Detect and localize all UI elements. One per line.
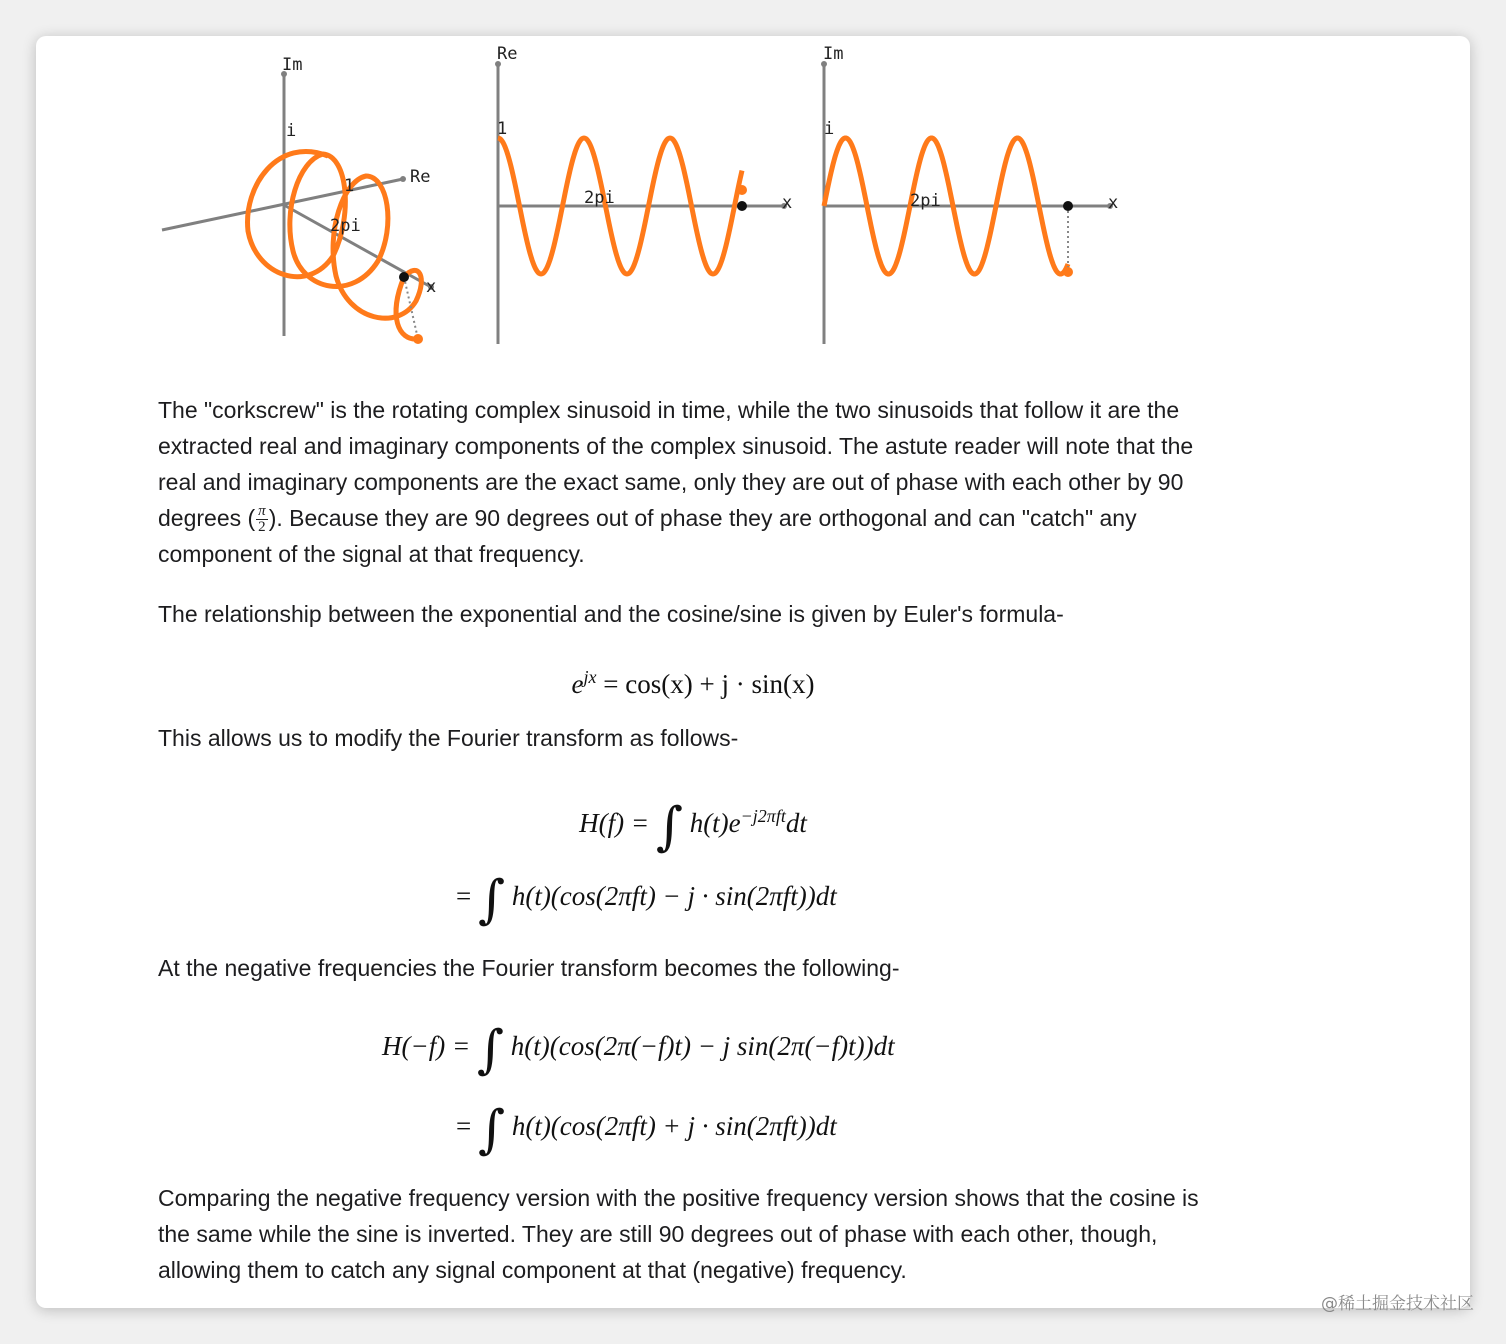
eq-equals: =: [456, 881, 472, 911]
sinusoid-figure: [148, 36, 1148, 366]
re-axis-label: Re: [410, 167, 431, 187]
im-axis-label: Im: [823, 44, 844, 64]
paragraph-corkscrew: [158, 392, 1228, 570]
paragraph-text: ). Because they are 90 degrees out of phase they are orthogonal and can "catch" any component of the signal at that frequency.: [158, 505, 1137, 567]
real-part-panel: [495, 44, 792, 344]
article-card: [36, 36, 1470, 1308]
corkscrew-panel: [162, 55, 436, 344]
i-tick-label: i: [824, 119, 835, 139]
eq-lhs: H(−f) =: [382, 1031, 471, 1061]
negative-eq-line2: [158, 1094, 1228, 1158]
integral-sign: ∫: [476, 1020, 505, 1080]
im-axis-label: Im: [282, 55, 303, 75]
integral-sign: ∫: [477, 870, 506, 930]
projection-line: [404, 277, 418, 339]
axis-end-dot: [400, 176, 406, 182]
paragraph-modify-intro: This allows us to modify the Fourier transform as follows-: [158, 725, 739, 751]
value-dot: [413, 334, 423, 344]
i-tick-label: i: [286, 121, 297, 141]
eq-exponent: −j2πft: [740, 806, 786, 826]
eq-body: h(t)(cos(2πft) + j · sin(2πft))dt: [511, 1111, 837, 1141]
eq-dt: dt: [785, 808, 807, 838]
integral-sign: ∫: [655, 797, 683, 857]
eq-body: h(t)(cos(2π(−f)t) − j sin(2π(−f)t))dt: [510, 1031, 895, 1061]
article-body: [158, 392, 1228, 1288]
paragraph-euler-intro: The relationship between the exponential and the cosine/sine is given by Euler's formula-: [158, 601, 1064, 627]
euler-base: e: [571, 669, 584, 699]
x-axis-label: x: [426, 277, 437, 297]
integral-sign: ∫: [477, 1100, 506, 1160]
value-dot: [737, 185, 747, 195]
two-pi-tick-label: 2pi: [584, 188, 615, 208]
fraction-denominator: 2: [258, 519, 266, 536]
eq-body: h(t)e: [689, 808, 741, 838]
imag-part-panel: [821, 44, 1118, 344]
one-tick-label: 1: [344, 176, 355, 196]
two-pi-tick-label: 2pi: [910, 191, 941, 211]
time-dot: [399, 272, 409, 282]
x-axis-label: x: [782, 193, 793, 213]
two-pi-tick-label: 2pi: [330, 216, 361, 236]
negative-eq-line1: [158, 1014, 1228, 1078]
eq-equals: =: [456, 1111, 472, 1141]
pi-over-two-fraction: [256, 504, 268, 535]
fraction-numerator: π: [258, 503, 266, 520]
re-axis-label: Re: [497, 44, 518, 64]
euler-rhs: = cos(x) + j · sin(x): [603, 669, 815, 699]
fourier-eq-line1: [158, 784, 1228, 857]
one-tick-label: 1: [497, 119, 508, 139]
paragraph-negative-intro: At the negative frequencies the Fourier transform becomes the following-: [158, 955, 900, 981]
paragraph-comparison: Comparing the negative frequency version with the positive frequency version shows that the cosine is the same while the sine is inverted. They are still 90 degrees out of phase with each other, though, allowing them to catch any signal component at that (negative) frequency.: [158, 1185, 1199, 1283]
x-axis-label: x: [1108, 193, 1119, 213]
euler-formula: [158, 658, 1228, 699]
time-dot: [1063, 201, 1073, 211]
eq-body: h(t)(cos(2πft) − j · sin(2πft))dt: [511, 881, 837, 911]
paragraph-text: The "corkscrew" is the rotating complex sinusoid in time, while the two sinusoids that follow it are the extracted real and imaginary components of the complex sinusoid. The astute reader will note that the real and imaginary components are the exact same, only they are out of phase with each other by 90 degrees (: [158, 397, 1194, 531]
watermark: @稀土掘金技术社区: [1321, 1294, 1474, 1314]
euler-exponent: jx: [583, 667, 597, 687]
fourier-eq-line2: [158, 864, 1228, 928]
value-dot: [1063, 267, 1073, 277]
time-dot: [737, 201, 747, 211]
eq-lhs: H(f) =: [579, 808, 650, 838]
sinusoid-figure-svg: [148, 36, 1148, 366]
